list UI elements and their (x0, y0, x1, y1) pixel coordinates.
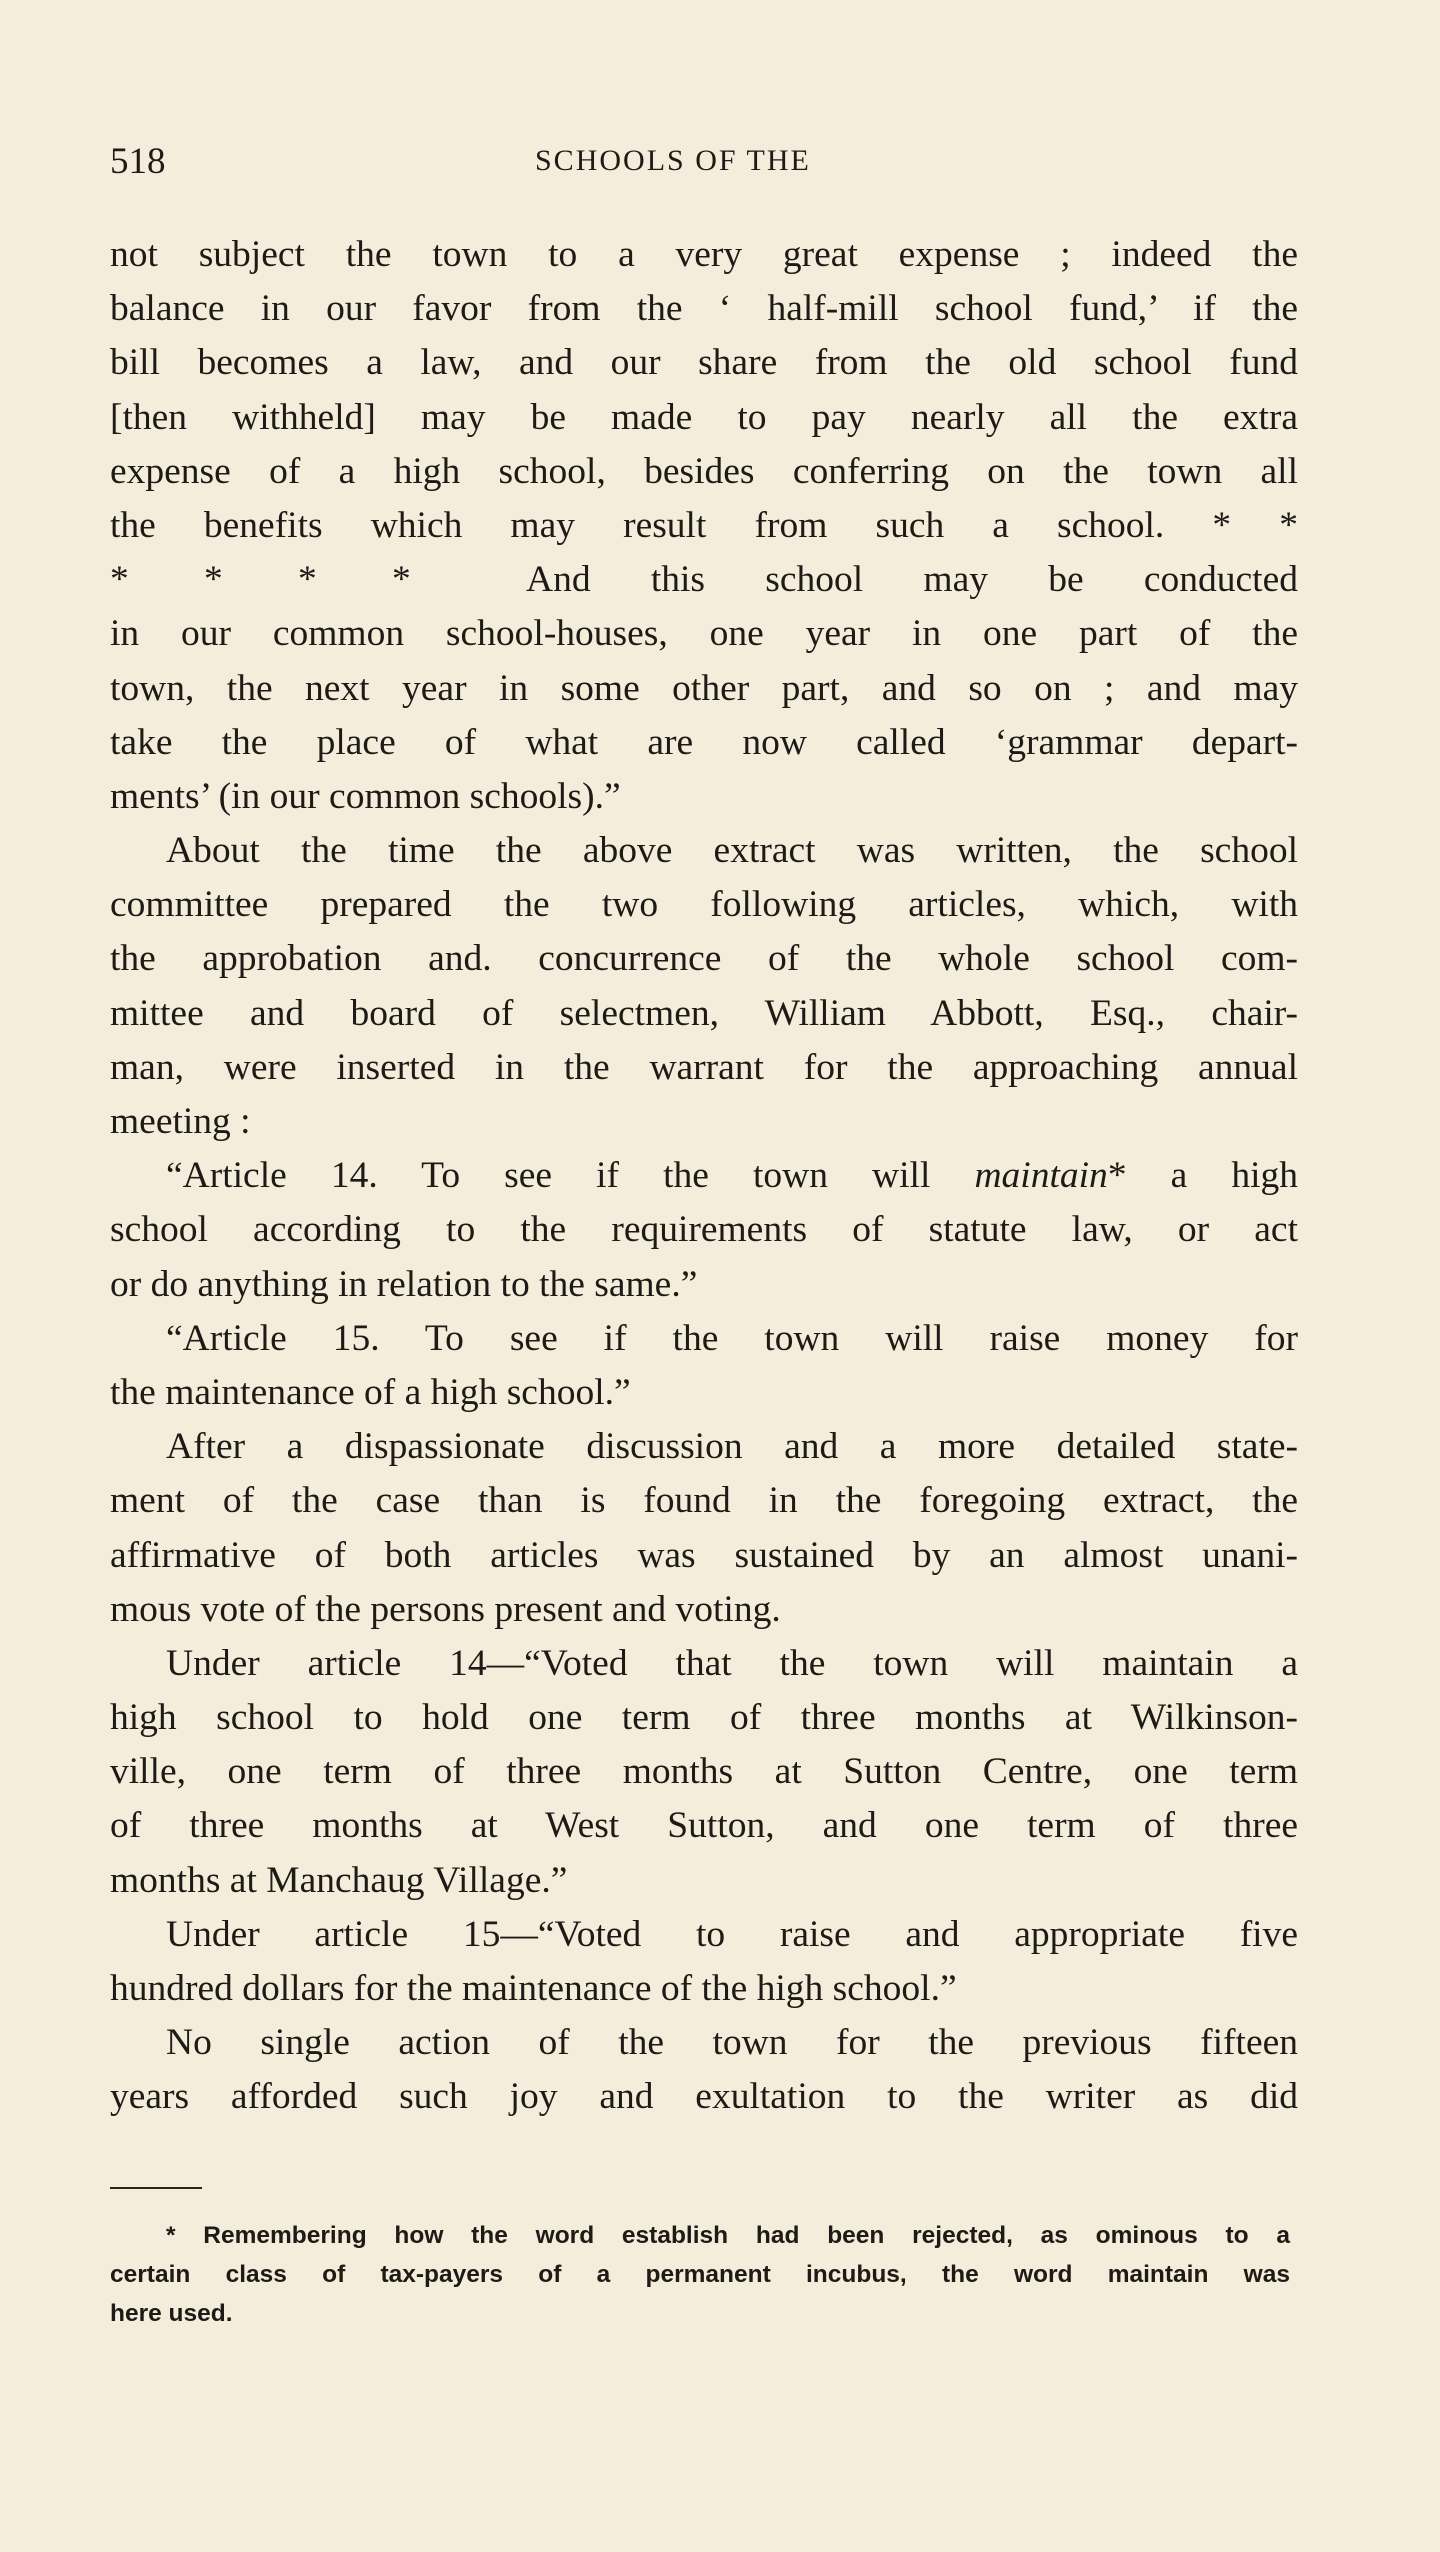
text-line: No single action of the town for the previous fifteen (166, 2022, 1298, 2064)
running-title: SCHOOLS OF THE (535, 144, 811, 177)
star: * (392, 559, 411, 601)
text-line: ment of the case than is found in the foregoing extract, the (110, 1480, 1298, 1522)
footnote-line: certain class of tax-payers of a permanent incubus, the word maintain was (110, 2261, 1290, 2288)
text-line: “Article 15. To see if the town will raise money for (166, 1317, 1298, 1359)
text-line: high school to hold one term of three months at Wilkinson- (110, 1697, 1298, 1739)
text-line: After a dispassionate discussion and a more detailed state- (166, 1426, 1298, 1468)
text-line: meeting : (110, 1101, 251, 1142)
footnote-line: * Remembering how the word establish had been rejected, as ominous to a (166, 2222, 1290, 2249)
ellipsis-stars-line (110, 553, 1298, 607)
star: * (204, 559, 223, 601)
footnote (110, 2216, 1290, 2333)
text-line: man, were inserted in the warrant for the approaching annual (110, 1046, 1298, 1088)
text-line: expense of a high school, besides conferring on the town all (110, 450, 1298, 492)
text-line: in our common school-houses, one year in one part of the (110, 613, 1298, 655)
text-line: not subject the town to a very great expense ; indeed the (110, 234, 1298, 275)
footnote-marker: * a high (1107, 1155, 1299, 1197)
ellipsis-stars (110, 553, 486, 607)
text-line: bill becomes a law, and our share from the old school fund (110, 342, 1298, 384)
text-line: ville, one term of three months at Sutton Centre, one term (110, 1751, 1298, 1793)
text-line: the approbation and. concurrence of the whole school com- (110, 938, 1298, 980)
text-line: years afforded such joy and exultation to the writer as did (110, 2076, 1298, 2118)
text-line: affirmative of both articles was sustained by an almost unani- (110, 1534, 1298, 1576)
footnote-line: here used. (110, 2300, 233, 2327)
text-fragment: “Article 14. To see if the town will (166, 1155, 931, 1197)
text-line: town, the next year in some other part, and so on ; and may (110, 667, 1298, 709)
text-fragment: And this school may be conducted (526, 559, 1298, 601)
star: * (110, 559, 129, 601)
text-line: or do anything in relation to the same.” (110, 1263, 698, 1305)
text-line: ments’ (in our common schools).” (110, 775, 621, 817)
text-line: of three months at West Sutton, and one term of three (110, 1805, 1298, 1847)
italic-word: maintain (974, 1155, 1108, 1197)
text-line: Under article 14—“Voted that the town will maintain a (166, 1642, 1298, 1684)
text-line: school according to the requirements of statute law, or act (110, 1209, 1298, 1251)
text-line: hundred dollars for the maintenance of the high school.” (110, 1968, 957, 2009)
article-14-line (110, 1149, 1298, 1203)
text-line: Under article 15—“Voted to raise and appropriate five (166, 1913, 1298, 1955)
footnote-rule (110, 2187, 202, 2189)
text-line: take the place of what are now called ‘grammar depart- (110, 721, 1298, 763)
text-line: balance in our favor from the ‘ half-mill school fund,’ if the (110, 288, 1298, 330)
text-line: [then withheld] may be made to pay nearly all the extra (110, 396, 1298, 438)
text-line: the benefits which may result from such a school. * * (110, 504, 1298, 546)
page-number: 518 (110, 141, 166, 182)
text-line: mittee and board of selectmen, William Abbott, Esq., chair- (110, 992, 1298, 1034)
star: * (298, 559, 317, 601)
running-head (110, 140, 1298, 200)
text-line: mous vote of the persons present and voting. (110, 1588, 781, 1630)
text-line: months at Manchaug Village.” (110, 1859, 568, 1901)
text-line: the maintenance of a high school.” (110, 1371, 631, 1413)
text-line: About the time the above extract was written, the school (166, 830, 1298, 872)
text-line: committee prepared the two following articles, which, with (110, 884, 1298, 926)
body-text (110, 228, 1298, 2125)
